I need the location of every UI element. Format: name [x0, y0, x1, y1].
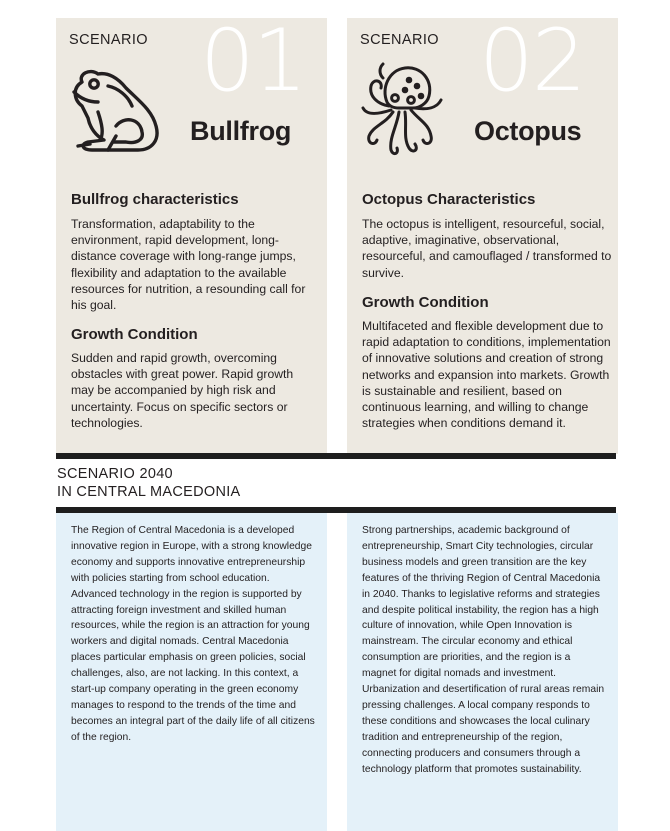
macedonia-text: The Region of Central Macedonia is a developed innovative region in Europe, with a strong knowledge economy and supports innovative entrepreneurship with policies starting from school education. Advanced technology in the region is supported by attracting foreign investment and skilled human resources, while the region is an attraction for young workers and digital nomads. Central Macedonia places particular emphasis on green policies, social challenges, also, are not lacking. In this context, a start-up company operating in the green economy manages to respond to the trends of the time and becomes an integral part of the daily life of all citizens of the region.: [71, 525, 315, 743]
banner-line-2: IN CENTRAL MACEDONIA: [57, 484, 241, 500]
scenario-name: Octopus: [474, 116, 582, 146]
scenario-label: SCENARIO: [360, 32, 439, 48]
banner-line-1: SCENARIO 2040: [57, 466, 173, 482]
characteristics-title: Bullfrog characteristics: [71, 191, 239, 208]
macedonia-text-box: [347, 513, 618, 831]
characteristics-text: The octopus is intelligent, resourceful, social, adaptive, imaginative, observational, resourceful, and camouflaged / transformed to survive.: [362, 217, 612, 280]
characteristics-text: Transformation, adaptability to the environment, rapid development, long-distance coverage with long-range jumps, flexibility and adaptation to the available resources for nutrition, a resounding call for his goal.: [71, 217, 306, 313]
scenario-label: SCENARIO: [69, 32, 148, 48]
scenario-number: 02: [479, 11, 585, 111]
macedonia-text-box: [56, 513, 327, 831]
scenario-card-bullfrog: [56, 11, 327, 454]
frog-icon: [68, 66, 168, 158]
growth-condition-title: Growth Condition: [362, 294, 489, 311]
section-banner: [57, 465, 241, 501]
characteristics-title: Octopus Characteristics: [362, 191, 536, 208]
octopus-icon: [359, 58, 445, 158]
growth-condition-text: Sudden and rapid growth, overcoming obstacles with great power. Rapid growth may be accompanied by high risk and uncertainty. Focus on specific sectors or technologies.: [71, 351, 294, 430]
scenario-card-octopus: [347, 11, 618, 454]
scenario-number: 01: [200, 11, 306, 111]
growth-condition-title: Growth Condition: [71, 326, 198, 343]
divider-bar: [56, 453, 616, 459]
growth-condition-text: Multifaceted and flexible development due to rapid adaptation to conditions, implementation of innovative solutions and creation of strong networks and expansion into markets. Growth is sustainable and resilient, based on continuous learning, and willing to change strategies when conditions demand it.: [362, 319, 611, 431]
scenario-name: Bullfrog: [190, 116, 292, 146]
macedonia-text: Strong partnerships, academic background of entrepreneurship, Smart City technologies, circular business models and green transition are the key features of the thriving Region of Central Macedonia in 2040. Thanks to legislative reforms and strategies and despite political instability, the region has a high culture of innovation, while Open Innovation is mainstream. The circular economy and ethical consumption are priorities, and the region is a magnet for digital nomads and investment. Urbanization and desertification of rural areas remain pressing challenges. A local company responds to these conditions and showcases the local culinary tradition and entrepreneurship of the region, connecting producers and consumers through a technology platform that promotes sustainability.: [362, 525, 605, 775]
